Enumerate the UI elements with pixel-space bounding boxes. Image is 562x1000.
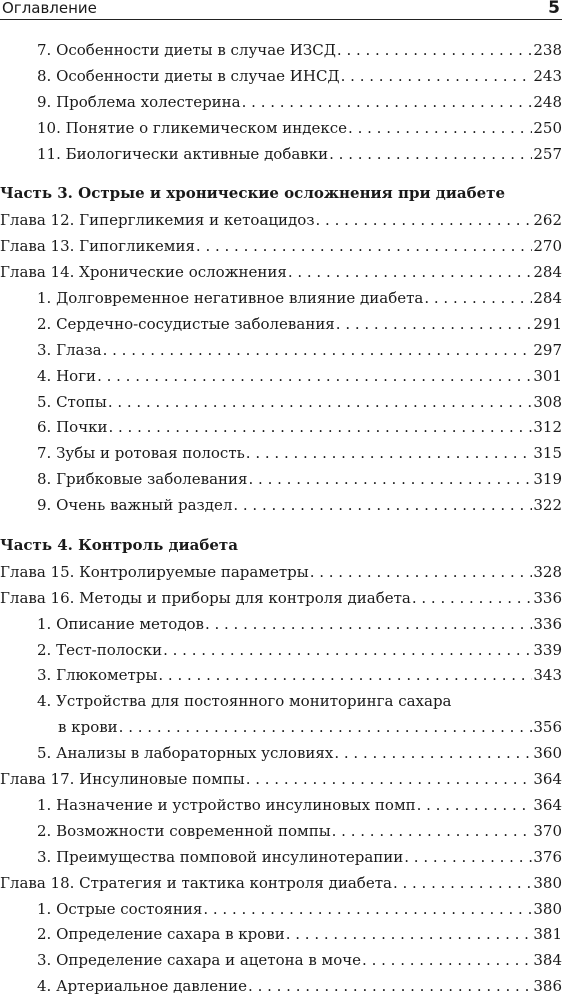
toc-entry-label: 4. Артериальное давление <box>37 977 248 996</box>
toc-section-part-3 <box>0 208 562 519</box>
part-3-heading: Часть 3. Острые и хронические осложнения при диабете <box>0 184 506 203</box>
toc-entry-label: 4. Ноги <box>37 366 97 385</box>
dot-leader <box>310 560 533 586</box>
toc-section-entry[interactable] <box>0 845 562 871</box>
toc-entry-page: 248 <box>533 92 562 111</box>
toc-entry-page: 312 <box>533 418 562 437</box>
toc-entry-page: 291 <box>533 314 562 333</box>
toc-entry-label: 3. Определение сахара и ацетона в моче <box>37 951 362 970</box>
dot-leader <box>205 612 532 638</box>
toc-chapter-entry[interactable] <box>0 767 562 793</box>
dot-leader <box>158 663 532 689</box>
toc-section-entry[interactable] <box>0 441 562 467</box>
toc-section-entry[interactable] <box>0 312 562 338</box>
toc-entry-label: Глава 14. Хронические осложнения <box>0 263 287 282</box>
toc-entry-label: 2. Тест-полоски <box>37 640 163 659</box>
dot-leader <box>108 390 533 416</box>
toc-section-entry[interactable] <box>0 948 562 974</box>
dot-leader <box>336 312 533 338</box>
dot-leader <box>196 234 532 260</box>
dot-leader <box>246 767 533 793</box>
toc-entry-page: 339 <box>533 640 562 659</box>
toc-chapter-entry[interactable] <box>0 234 562 260</box>
toc-entry-label: 2. Возможности современной помпы <box>37 821 331 840</box>
toc-entry-label: 1. Долговременное негативное влияние диабета <box>37 289 424 308</box>
toc-entry-page: 308 <box>533 392 562 411</box>
toc-section-entry[interactable] <box>0 897 562 923</box>
toc-chapter-entry[interactable] <box>0 586 562 612</box>
dot-leader <box>246 441 533 467</box>
toc-section-entry[interactable] <box>0 689 562 715</box>
dot-leader <box>249 467 533 493</box>
toc-entry-label: 3. Преимущества помповой инсулинотерапии <box>37 847 404 866</box>
dot-leader <box>348 116 532 142</box>
toc-entry-label: 6. Почки <box>37 418 108 437</box>
toc-entry-page: 356 <box>533 718 562 737</box>
toc-entry-page: 297 <box>533 340 562 359</box>
dot-leader <box>119 715 533 741</box>
toc-entry-page: 284 <box>533 263 562 282</box>
toc-entry-page: 364 <box>533 770 562 789</box>
toc-entry-label: 5. Стопы <box>37 392 107 411</box>
toc-entry-label: Глава 12. Гипергликемия и кетоацидоз <box>0 211 315 230</box>
toc-section-top <box>0 38 562 167</box>
toc-entry-page: 257 <box>533 144 562 163</box>
toc-entry-page: 343 <box>533 666 562 685</box>
toc-section-entry[interactable] <box>0 612 562 638</box>
toc-entry-page: 243 <box>533 66 562 85</box>
toc-section-entry[interactable] <box>0 467 562 493</box>
dot-leader <box>103 338 533 364</box>
dot-leader <box>242 90 533 116</box>
toc-section-entry[interactable] <box>0 741 562 767</box>
toc-entry-page: 336 <box>533 588 562 607</box>
toc-chapter-entry[interactable] <box>0 560 562 586</box>
dot-leader <box>362 948 532 974</box>
toc-section-entry[interactable] <box>0 338 562 364</box>
toc-entry-page: 301 <box>533 366 562 385</box>
toc-entry-label: 1. Назначение и устройство инсулиновых помп <box>37 795 416 814</box>
toc-section-entry[interactable] <box>0 715 562 741</box>
toc-entry-label: 9. Очень важный раздел <box>37 496 233 515</box>
dot-leader <box>288 260 533 286</box>
toc-section-entry[interactable] <box>0 974 562 1000</box>
toc-entry-label: 4. Устройства для постоянного мониторинга сахара <box>37 692 452 711</box>
toc-section-entry[interactable] <box>0 415 562 441</box>
toc-entry-label: 9. Проблема холестерина <box>37 92 241 111</box>
toc-entry-label: 10. Понятие о гликемическом индексе <box>37 118 348 137</box>
toc-section-entry[interactable] <box>0 638 562 664</box>
toc-entry-page: 336 <box>533 614 562 633</box>
dot-leader <box>341 64 533 90</box>
toc-entry-label: 3. Глюкометры <box>37 666 158 685</box>
toc-entry-label: Глава 18. Стратегия и тактика контроля диабета <box>0 873 392 892</box>
dot-leader <box>233 493 532 519</box>
dot-leader <box>334 741 532 767</box>
toc-entry-page: 319 <box>533 470 562 489</box>
toc-entry-label: 2. Сердечно-сосудистые заболевания <box>37 314 335 333</box>
dot-leader <box>286 922 533 948</box>
toc-entry-page: 328 <box>533 562 562 581</box>
toc-entry-page: 386 <box>533 977 562 996</box>
toc-entry-page: 364 <box>533 795 562 814</box>
toc-entry-page: 284 <box>533 289 562 308</box>
toc-section-entry[interactable] <box>0 663 562 689</box>
toc-entry-label: Глава 16. Методы и приборы для контроля диабета <box>0 588 411 607</box>
toc-chapter-entry[interactable] <box>0 260 562 286</box>
toc-entry-label: 7. Особенности диеты в случае ИЗСД <box>37 41 336 59</box>
dot-leader <box>248 974 532 1000</box>
toc-entry-page: 322 <box>533 496 562 515</box>
toc-section-entry[interactable] <box>0 142 562 168</box>
toc-entry-label: Глава 13. Гипогликемия <box>0 237 195 256</box>
dot-leader <box>316 208 533 234</box>
toc-entry-label: 5. Анализы в лабораторных условиях <box>37 744 334 763</box>
dot-leader <box>393 871 532 897</box>
toc-entry-page: 360 <box>533 744 562 763</box>
toc-entry-page: 270 <box>533 237 562 256</box>
dot-leader <box>424 286 532 312</box>
dot-leader <box>404 845 532 871</box>
toc-entry-label: 2. Определение сахара в крови <box>37 925 285 944</box>
toc-entry-page: 381 <box>533 925 562 944</box>
toc-entry-page: 250 <box>533 118 562 137</box>
toc-section-entry[interactable] <box>0 390 562 416</box>
toc-section-entry[interactable] <box>0 922 562 948</box>
toc-entry-page: 376 <box>533 847 562 866</box>
toc-entry-label: 3. Глаза <box>37 340 102 359</box>
toc-entry-label: в крови <box>58 718 118 737</box>
toc-section-entry[interactable] <box>0 286 562 312</box>
toc-entry-page: 380 <box>533 899 562 918</box>
toc-section-entry[interactable] <box>0 64 562 90</box>
dot-leader <box>329 142 532 168</box>
dot-leader <box>163 638 532 664</box>
toc-section-entry[interactable] <box>0 819 562 845</box>
toc-entry-label: 11. Биологически активные добавки <box>37 144 329 163</box>
toc-chapter-entry[interactable] <box>0 208 562 234</box>
toc-section-entry[interactable] <box>0 793 562 819</box>
toc-entry-label: Глава 15. Контролируемые параметры <box>0 562 309 581</box>
toc-section-entry[interactable] <box>0 38 562 64</box>
toc-entry-label: 8. Грибковые заболевания <box>37 470 248 489</box>
toc-section-entry[interactable] <box>0 116 562 142</box>
dot-leader <box>203 897 532 923</box>
toc-chapter-entry[interactable] <box>0 871 562 897</box>
toc-section-entry[interactable] <box>0 493 562 519</box>
dot-leader <box>412 586 533 612</box>
toc-entry-page: 384 <box>533 951 562 970</box>
toc-entry-label: 1. Острые состояния <box>37 899 203 918</box>
toc-entry-page: 380 <box>533 873 562 892</box>
table-of-contents <box>0 38 562 1000</box>
toc-entry-label: Глава 17. Инсулиновые помпы <box>0 770 245 789</box>
toc-entry-label: 7. Зубы и ротовая полость <box>37 444 245 463</box>
toc-entry-page: 370 <box>533 821 562 840</box>
dot-leader <box>97 364 532 390</box>
toc-section-entry[interactable] <box>0 90 562 116</box>
part-4-heading: Часть 4. Контроль диабета <box>0 536 238 555</box>
dot-leader <box>337 38 532 64</box>
toc-section-part-4 <box>0 560 562 1000</box>
toc-entry-label: 1. Описание методов <box>37 614 204 633</box>
page-header <box>0 0 562 20</box>
toc-entry-label: 8. Особенности диеты в случае ИНСД <box>37 66 340 85</box>
dot-leader <box>332 819 533 845</box>
toc-entry-page: 315 <box>533 444 562 463</box>
toc-entry-page: 262 <box>533 211 562 230</box>
toc-section-entry[interactable] <box>0 364 562 390</box>
running-title: Оглавление <box>2 0 97 17</box>
page-number: 5 <box>548 0 560 18</box>
dot-leader <box>108 415 532 441</box>
dot-leader <box>417 793 533 819</box>
toc-entry-page: 238 <box>533 41 562 59</box>
